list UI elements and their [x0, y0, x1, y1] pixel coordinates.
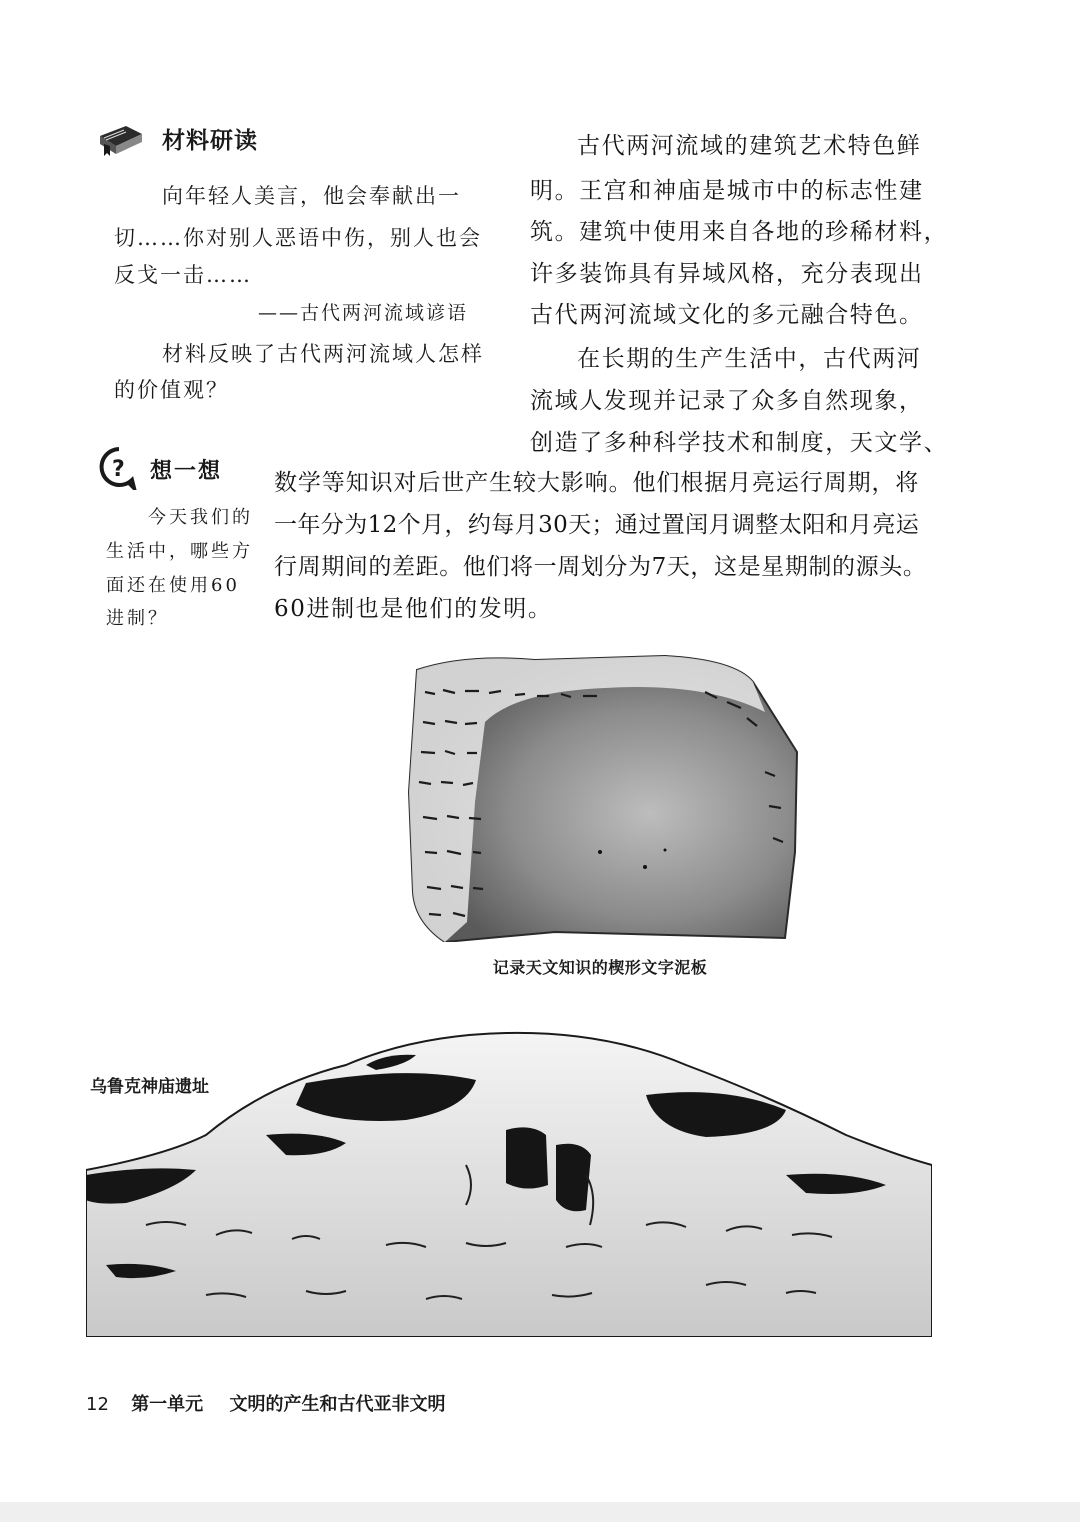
main-line-8: 创造了多种科学技术和制度，天文学、 — [530, 430, 949, 456]
question-bubble-icon — [98, 446, 140, 490]
cuneiform-tablet-image — [405, 652, 800, 942]
main-line-2: 明。王宫和神庙是城市中的标志性建 — [530, 178, 924, 204]
page-footer — [86, 1390, 445, 1416]
material-quote-line-1: 向年轻人美言，他会奉献出一 — [162, 184, 461, 208]
page-bottom-band — [0, 1502, 1080, 1522]
material-reading-title: 材料研读 — [162, 128, 258, 154]
unit-title: 文明的产生和古代亚非文明 — [229, 1394, 446, 1415]
main-line-5: 古代两河流域文化的多元融合特色。 — [530, 302, 924, 328]
main-line-12: 60进制也是他们的发明。 — [274, 596, 553, 622]
main-line-4: 许多装饰具有异域风格，充分表现出 — [530, 261, 924, 287]
think-line-1: 今天我们的 — [148, 507, 253, 528]
page-number: 12 — [86, 1394, 109, 1415]
think-header — [98, 446, 258, 492]
material-question-line-1: 材料反映了古代两河流域人怎样 — [162, 342, 484, 366]
temple-caption: 乌鲁克神庙遗址 — [90, 1077, 209, 1097]
main-line-11: 行周期间的差距。他们将一周划分为7天，这是星期制的源头。 — [274, 554, 927, 580]
main-line-3: 筑。建筑中使用来自各地的珍稀材料， — [530, 219, 949, 245]
main-line-7: 流域人发现并记录了众多自然现象， — [530, 388, 924, 414]
unit-label: 第一单元 — [131, 1394, 204, 1415]
main-line-9: 数学等知识对后世产生较大影响。他们根据月亮运行周期，将 — [274, 470, 920, 496]
think-line-3: 面还在使用60 — [106, 575, 240, 596]
material-quote-line-2: 切……你对别人恶语中伤，别人也会 — [114, 226, 482, 250]
material-question-line-2: 的价值观？ — [114, 378, 229, 402]
svg-text:?: ? — [112, 457, 125, 482]
think-title: 想一想 — [150, 459, 223, 484]
material-quote-line-3: 反戈一击…… — [114, 263, 252, 287]
think-line-4: 进制？ — [106, 608, 169, 629]
book-icon — [96, 118, 144, 158]
main-line-10: 一年分为12个月，约每月30天；通过置闰月调整太阳和月亮运 — [274, 512, 920, 538]
think-line-2: 生活中，哪些方 — [106, 541, 253, 562]
material-quote-source: ——古代两河流域谚语 — [258, 302, 469, 324]
tablet-caption: 记录天文知识的楔形文字泥板 — [492, 958, 708, 977]
material-reading-header — [96, 118, 296, 158]
main-line-1: 古代两河流域的建筑艺术特色鲜 — [577, 133, 922, 159]
main-line-6: 在长期的生产生活中，古代两河 — [577, 346, 922, 372]
uruk-temple-ruins-image — [86, 1025, 932, 1337]
